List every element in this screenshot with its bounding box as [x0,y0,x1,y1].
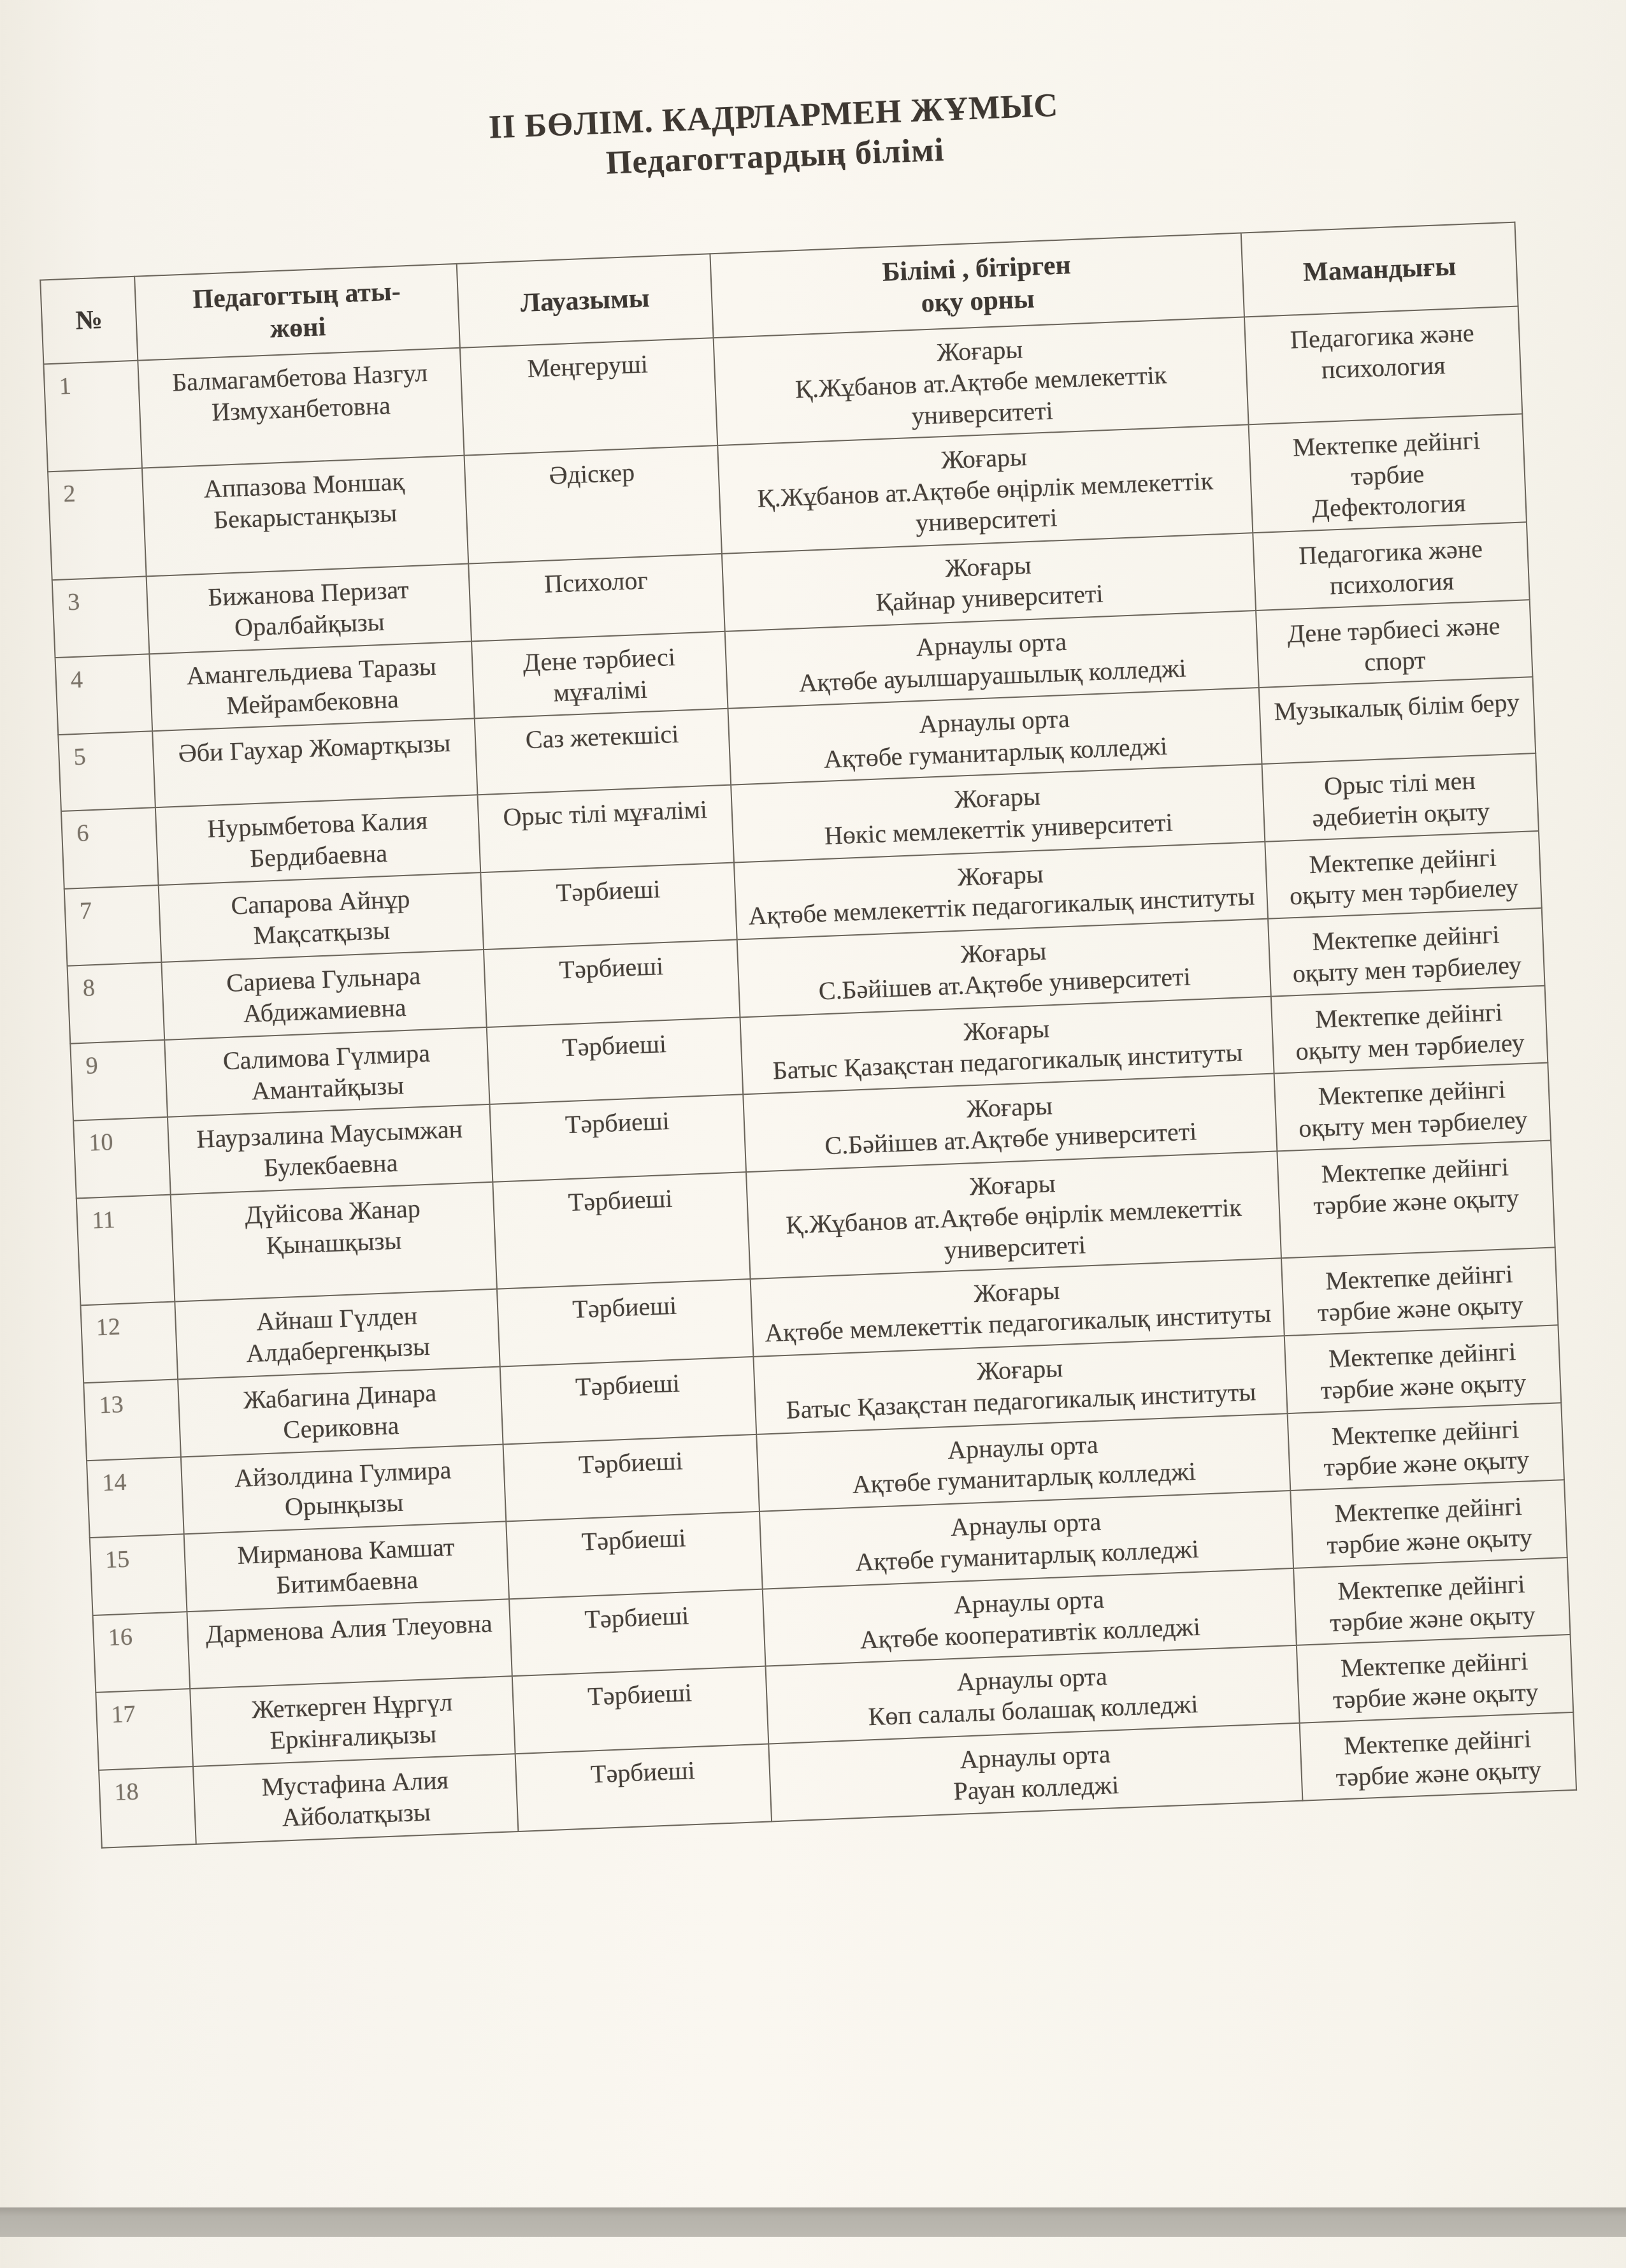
specialty-cell: Мектепке дейінгі тәрбие және оқыту [1281,1248,1558,1336]
specialty-cell: Мектепке дейінгі тәрбие және оқыту [1288,1403,1564,1491]
teacher-name-cell: Дарменова Алия Тлеуовна [187,1599,512,1689]
specialty-cell: Мектепке дейінгі оқыту мен тәрбиелеу [1265,831,1541,919]
teacher-name-cell: Сариева Гульнара Абдижамиевна [161,950,486,1039]
education-institution: Нөкіс мемлекеттік университеті [823,807,1174,850]
education-level: Арнаулы орта [950,1506,1102,1542]
section-title: ІІ БӨЛІМ. КАДРЛАРМЕН ЖҰМЫС [488,87,1059,146]
education-cell [717,424,1253,554]
education-cell [746,1151,1281,1279]
education-institution: С.Бәйішев ат.Ақтөбе университеті [817,962,1191,1006]
row-number-cell: 10 [73,1117,171,1198]
specialty-cell: Педагогика және психология [1244,307,1522,424]
row-number-cell: 3 [52,577,150,658]
education-cell [714,317,1249,445]
teachers-table [40,222,1577,1849]
education-level: Жоғары [973,1276,1061,1308]
education-institution: Ақтөбе ауылшаруашылық колледжі [798,653,1187,697]
row-number-cell: 15 [90,1534,187,1615]
education-level: Жоғары [976,1353,1063,1386]
education-level: Жоғары [963,1014,1050,1046]
education-institution: Қ.Жұбанов ат.Ақтөбе мемлекеттік университеті [795,360,1167,431]
education-level: Арнаулы орта [959,1739,1111,1774]
position-cell: Тәрбиеші [497,1279,753,1366]
specialty-cell: Мектепке дейінгі тәрбие және оқыту [1290,1480,1567,1568]
education-level: Арнаулы орта [947,1429,1099,1464]
header-specialty: Мамандығы [1241,222,1518,317]
specialty-cell: Мектепке дейінгі тәрбие және оқыту [1300,1712,1576,1800]
education-institution: Ақтөбе кооперативтік колледжі [859,1612,1201,1654]
specialty-cell: Дене тәрбиесі және спорт [1256,600,1532,688]
position-cell: Тәрбиеші [515,1744,772,1831]
teacher-name-cell: Наурзалина Маусымжан Булекбаевна [168,1104,493,1194]
teacher-name-cell: Дүйісова Жанар Қынашқызы [171,1182,497,1302]
position-cell: Саз жетекшісі [475,709,731,795]
position-cell: Тәрбиеші [500,1357,756,1444]
row-number-cell: 5 [58,732,155,811]
position-cell: Тәрбиеші [503,1434,759,1521]
education-level: Жоғары [936,335,1023,367]
specialty-cell: Мектепке дейінгі тәрбие және оқыту [1284,1325,1561,1413]
position-cell: Тәрбиеші [493,1172,750,1289]
position-cell: Дене тәрбиесі мұғалімі [471,632,728,719]
row-number-cell: 2 [48,468,147,580]
position-cell: Тәрбиеші [484,940,740,1027]
row-number-cell: 17 [96,1689,193,1770]
education-level: Жоғары [966,1091,1053,1123]
position-cell: Тәрбиеші [512,1666,768,1754]
education-institution: Рауан колледжі [953,1770,1119,1805]
row-number-cell: 1 [43,361,141,472]
education-level: Жоғары [940,442,1028,475]
specialty-cell: Педагогика және психология [1253,523,1529,610]
specialty-cell: Мектепке дейінгі оқыту мен тәрбиелеу [1274,1063,1551,1151]
education-level: Арнаулы орта [956,1661,1108,1697]
row-number-cell: 11 [76,1195,175,1306]
position-cell: Тәрбиеші [490,1095,746,1182]
position-cell: Орыс тілі мұғалімі [477,785,733,872]
position-cell: Тәрбиеші [487,1017,743,1104]
education-level: Арнаулы орта [915,626,1067,661]
education-level: Жоғары [968,1169,1056,1201]
education-institution: Ақтөбе мемлекеттік педагогикалық институты [764,1299,1272,1348]
position-cell: Меңгеруші [460,338,717,456]
teacher-name-cell: Айзолдина Гулмира Орынқызы [181,1444,506,1534]
position-cell: Тәрбиеші [509,1589,765,1676]
teacher-name-cell: Амангельдиева Таразы Мейрамбековна [149,641,474,731]
row-number-cell: 13 [83,1379,181,1460]
teacher-name-cell: Нурымбетова Калия Бердибаевна [155,795,480,885]
header-teacher-name: Педагогтың аты- жөні [134,264,460,361]
specialty-cell: Мектепке дейінгі тәрбие Дефектология [1249,414,1527,533]
education-level: Арнаулы орта [918,704,1070,739]
row-number-cell: 7 [64,885,162,966]
education-institution: Қ.Жұбанов ат.Ақтөбе өңірлік мемлекеттік университеті [785,1192,1242,1264]
position-cell: Тәрбиеші [480,862,737,950]
education-institution: С.Бәйішев ат.Ақтөбе университеті [824,1116,1198,1160]
specialty-cell: Музыкалық білім беру [1259,677,1536,764]
row-number-cell: 6 [61,807,159,888]
specialty-cell: Мектепке дейінгі тәрбие және оқыту [1277,1141,1555,1259]
teacher-name-cell: Балмагамбетова Назгул Измуханбетовна [138,348,464,468]
teacher-name-cell: Салимова Гүлмира Амантайқызы [164,1027,489,1117]
document-title-block [0,64,1588,209]
header-position: Лауазымы [457,254,714,348]
teacher-name-cell: Әби Гаухар Жомартқызы [152,719,477,807]
position-cell: Психолог [468,554,724,641]
teacher-name-cell: Бижанова Перизат Оралбайқызы [147,564,471,654]
row-number-cell: 12 [80,1302,178,1383]
specialty-cell: Орыс тілі мен әдебиетін оқыту [1262,753,1539,841]
teacher-name-cell: Сапарова Айнұр Мақсатқызы [159,872,484,962]
position-cell: Әдіскер [464,445,722,564]
education-level: Жоғары [960,936,1047,969]
education-level: Жоғары [956,859,1044,892]
specialty-cell: Мектепке дейінгі тәрбие және оқыту [1297,1635,1573,1723]
row-number-cell: 18 [99,1766,196,1847]
teacher-name-cell: Мирманова Камшат Битимбаевна [184,1522,509,1612]
education-institution: Батыс Қазақстан педагогикалық институты [785,1376,1257,1424]
education-level: Жоғары [944,551,1032,583]
position-cell: Тәрбиеші [506,1512,762,1599]
specialty-cell: Мектепке дейінгі тәрбие және оқыту [1293,1557,1570,1645]
education-institution: Ақтөбе мемлекеттік педагогикалық институты [747,881,1256,931]
education-institution: Ақтөбе гуманитарлық колледжі [823,731,1168,774]
education-institution: Ақтөбе гуманитарлық колледжі [851,1457,1197,1499]
teacher-name-cell: Жабагина Динара Сериковна [178,1367,503,1457]
education-institution: Батыс Қазақстан педагогикалық институты [772,1037,1244,1085]
teacher-name-cell: Аппазова Моншақ Бекарыстанқызы [142,456,468,577]
header-number: № [40,277,138,365]
education-level: Жоғары [954,781,1041,814]
education-institution: Қ.Жұбанов ат.Ақтөбе өңірлік мемлекеттік университеті [756,466,1214,538]
education-institution: Көп салалы болашақ колледжі [867,1689,1199,1731]
education-level: Арнаулы орта [953,1584,1105,1619]
specialty-cell: Мектепке дейінгі оқыту мен тәрбиелеу [1268,908,1544,996]
education-institution: Қайнар университеті [875,579,1104,617]
row-number-cell: 16 [93,1612,191,1693]
teacher-name-cell: Жеткерген Нұргүл Еркінғалиқызы [190,1677,515,1766]
teacher-name-cell: Мустафина Алия Айболатқызы [193,1754,518,1844]
row-number-cell: 8 [68,962,165,1043]
specialty-cell: Мектепке дейінгі оқыту мен тәрбиелеу [1271,986,1548,1074]
row-number-cell: 4 [55,654,153,735]
row-number-cell: 14 [87,1457,184,1538]
table-body [43,307,1576,1847]
scanner-edge-shadow [0,2207,1626,2237]
teacher-name-cell: Айнаш Гүлден Алдабергенқызы [175,1289,500,1379]
row-number-cell: 9 [70,1040,168,1121]
document-subtitle: Педагогтардың білімі [605,132,946,182]
header-education: Білімі , бітірген оқу орны [710,233,1244,338]
education-institution: Ақтөбе гуманитарлық колледжі [854,1534,1200,1577]
